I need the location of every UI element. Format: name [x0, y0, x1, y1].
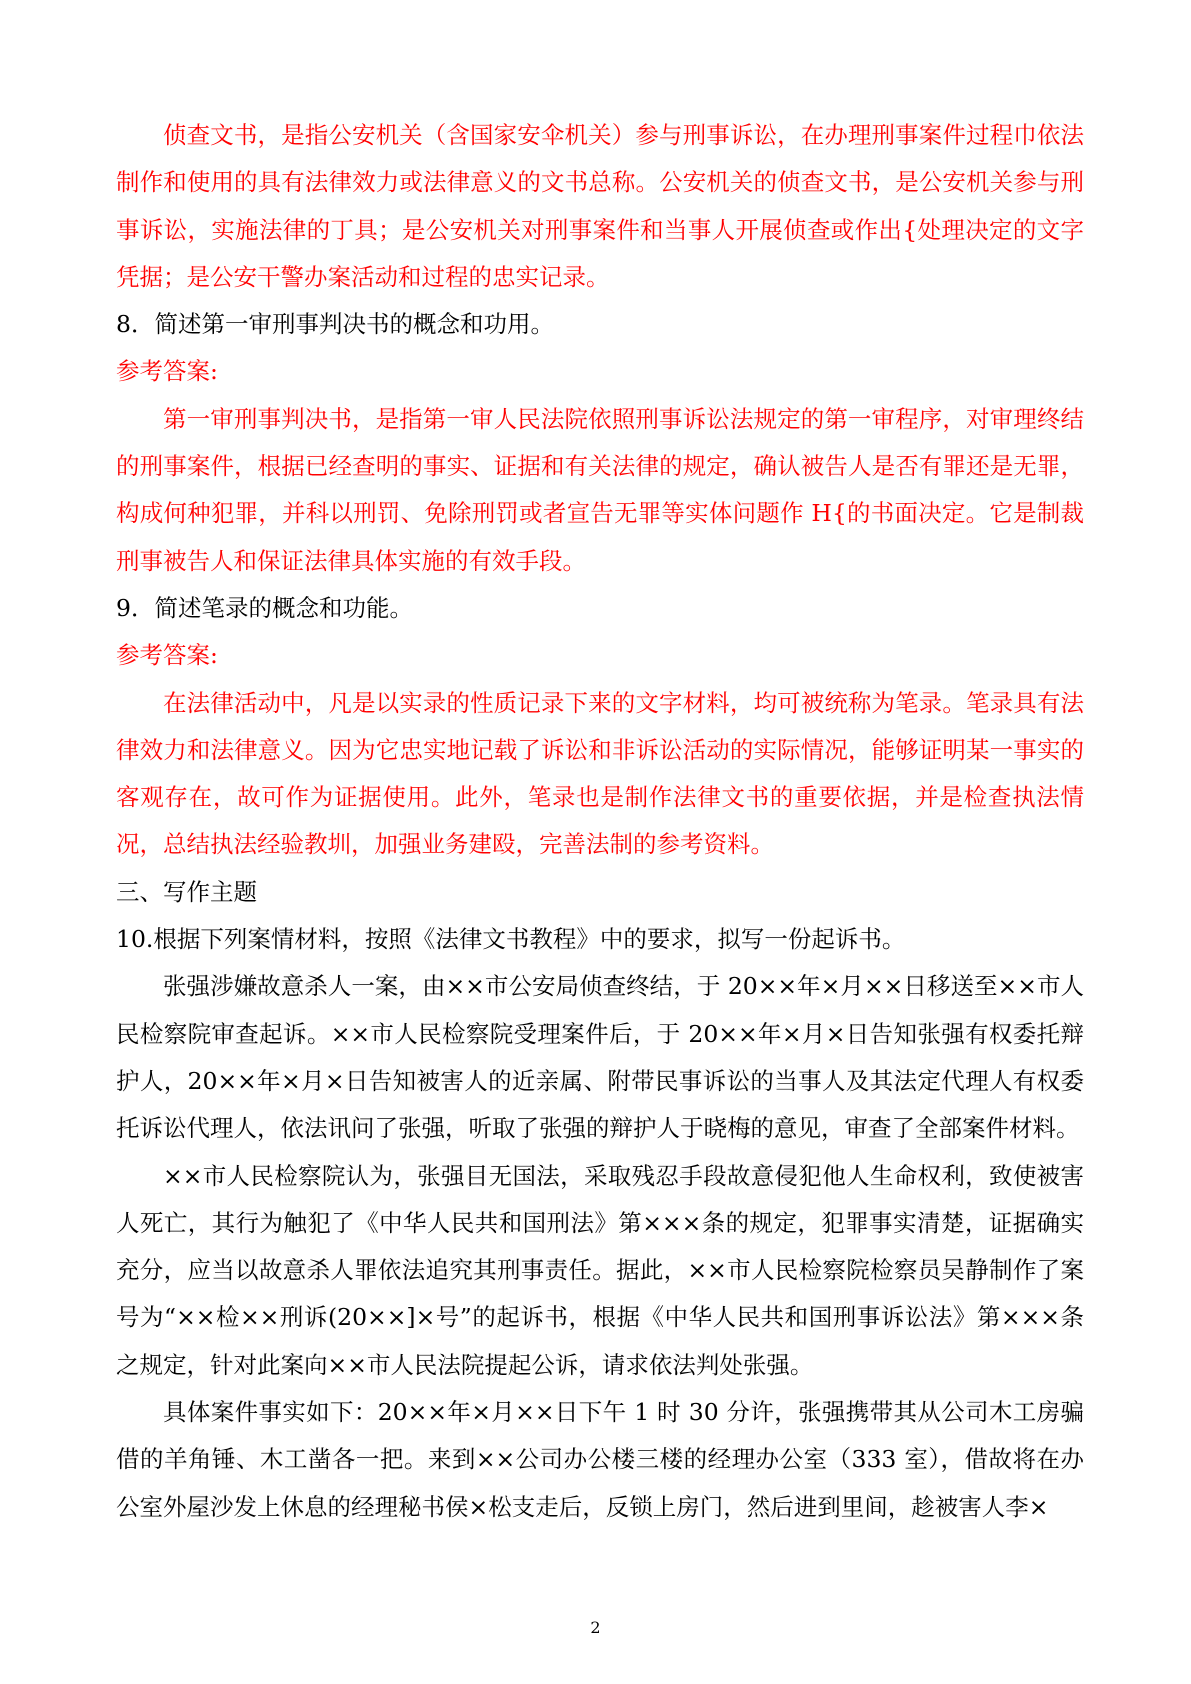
question-9: 9．简述笔录的概念和功能。	[116, 593, 413, 622]
answer-paragraph-first-instance-judgment: 第一审刑事判决书，是指第一审人民法院依照刑事诉讼法规定的第一审程序，对审理终结的刑事案件，根据已经查明的事实、证据和有关法律的规定，确认被告人是否有罪还是无罪，构成何种犯罪，并科以刑罚、免除刑罚或者宣告无罪等实体问题作 H{的书面决定。它是制裁刑事被告人和保证法律具体实施的有效手段。	[116, 404, 1084, 575]
question-8: 8．简述第一审刑事判决书的概念和功用。	[116, 310, 554, 339]
answer-paragraph-investigation-documents: 侦查文书，是指公安机关（含国家安伞机关）参与刑事诉讼，在办理刑事案件过程巾依法制作和使用的具有法律效力或法律意义的文书总称。公安机关的侦查文书，是公安机关参与刑事诉讼，实施法律的丁具；是公安机关对刑事案件和当事人开展侦查或作出{处理决定的文字凭据；是公安干警办案活动和过程的忠实记录。	[116, 121, 1084, 291]
case-paragraph-3: 具体案件事实如下：20××年×月××日下午 1 时 30 分许，张强携带其从公司木工房骗借的羊角锤、木工凿各一把。来到××公司办公楼三楼的经理办公室（333 室），借故将在办公室外屋沙发上休息的经理秘书侯×松支走后，反锁上房门，然后进到里间，趁被害人李×	[116, 1398, 1084, 1521]
answer-paragraph-transcripts: 在法律活动中，凡是以实录的性质记录下来的文字材料，均可被统称为笔录。笔录具有法律效力和法律意义。因为它忠实地记载了诉讼和非诉讼活动的实际情况，能够证明某一事实的客观存在，故可作为证据使用。此外，笔录也是制作法律文书的重要依据，并是检查执法情况，总结执法经验教圳，加强业务建殴，完善法制的参考资料。	[116, 688, 1084, 859]
reference-answer-label: 参考答案:	[116, 357, 218, 386]
page-number: 2	[590, 1618, 601, 1637]
case-paragraph-1: 张强涉嫌故意杀人一案，由××市公安局侦查终结，于 20××年×月××日移送至××市人民检察院审查起诉。××市人民检察院受理案件后，于 20××年×月×日告知张强有权委托辩护人，20××年×月×日告知被害人的近亲属、附带民事诉讼的当事人及其法定代理人有权委托诉讼代理人，依法讯问了张强，听取了张强的辩护人于晓梅的意见，审查了全部案件材料。	[116, 972, 1084, 1143]
reference-answer-label: 参考答案:	[116, 641, 218, 670]
question-10: 10.根据下列案情材料，按照《法律文书教程》中的要求，拟写一份起诉书。	[116, 925, 906, 954]
section-heading-writing-topic: 三、写作主题	[116, 877, 257, 906]
case-paragraph-2: ××市人民检察院认为，张强目无国法，采取残忍手段故意侵犯他人生命权利，致使被害人死亡，其行为触犯了《中华人民共和国刑法》第×××条的规定，犯罪事实清楚，证据确实充分，应当以故意杀人罪依法追究其刑事责任。据此，××市人民检察院检察员吴静制作了案号为“××检××刑诉(20××]×号”的起诉书，根据《中华人民共和国刑事诉讼法》第×××条之规定，针对此案向××市人民法院提起公诉，请求依法判处张强。	[116, 1161, 1084, 1379]
document-body	[116, 112, 1084, 1531]
